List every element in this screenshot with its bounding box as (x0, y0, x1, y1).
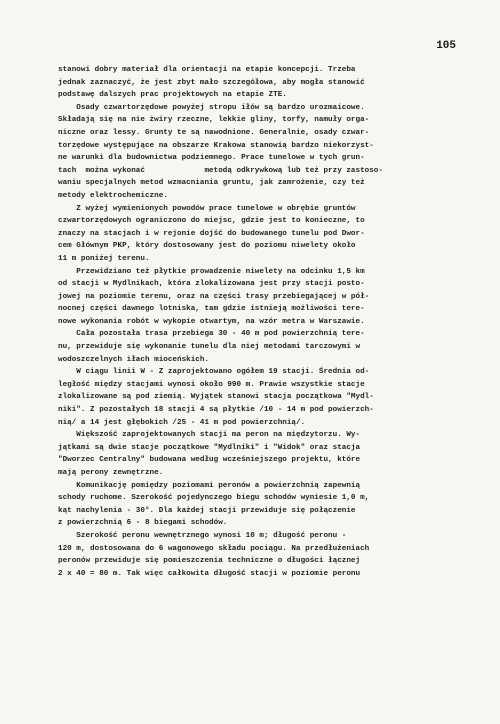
body-text: stanowi dobry materiał dla orientacji na etapie koncepcji. Trzeba jednak zaznaczyć, że jest zbyt mało szczegółowa, aby mogła stanowić podstawę dalszych prac projektowych na etapie ZTE. Osady czwartorzędowe powyżej stropu iłów są bardzo urozmaicowe. Składają się na nie żwiry rzeczne, lekkie gliny, torfy, namuły orga- niczne oraz lessy. Grunty te są nawodnione. Generalnie, osady czwar- torzędowe występujące na obszarze Krakowa stanowią bardzo niekorzyst- ne warunki dla budownictwa podziemnego. Prace tunelowe w tych grun- tach można wykonać metodą odkrywkową lub też przy zastoso- waniu specjalnych metod wzmacniania gruntu, jak zamrożenie, czy też metody elektrochemiczne. Z wyżej wymienionych powodów prace tunelowe w obrębie gruntów czwartorzędowych ograniczono do miejsc, gdzie jest to konieczne, to znaczy na stacjach i w rejonie dojść do budowanego tunelu pod Dwor- cem Głównym PKP, który dostosowany jest do poziomu niwelety około 11 m poniżej terenu. Przewidziano też płytkie prowadzenie niwelety na odcinku 1,5 km od stacji w Mydlnikach, która zlokalizowana jest przy stacji posto- jowej na poziomie terenu, oraz na części trasy przebiegającej w pół- nocnej części dawnego lotniska, tam gdzie istnieją możliwości tere- nowe wykonania robót w wykopie otwartym, na wzór metra w Warszawie. Cała pozostała trasa przebiega 30 - 40 m pod powierzchnią tere- nu, przewiduje się wykonanie tunelu dla niej metodami tarczowymi w wodoszczelnych iłach mioceńskich. W ciągu linii W - Z zaprojektowano ogółem 19 stacji. Średnia od- ległość między stacjami wynosi około 990 m. Prawie wszystkie stacje zlokalizowane są pod ziemią. Wyjątek stanowi stacja początkowa "Mydl- niki". Z pozostałych 18 stacji 4 są płytkie /10 - 14 m pod powierzch- nią/ a 14 jest głębokich /25 - 41 m pod powierzchnią/. Większość zaprojektowanych stacji ma peron na międzytorzu. Wy- jątkami są dwie stacje początkowe "Mydlniki" i "Widok" oraz stacja "Dworzec Centralny" budowana według wcześniejszego projektu, które mają perony zewnętrzne. Komunikację pomiędzy poziomami peronów a powierzchnią zapewnią schody ruchome. Szerokość pojedynczego biegu schodów wyniesie 1,0 m, kąt nachylenia - 30°. Dla każdej stacji przewiduje się połączenie z powierzchnią 6 - 8 biegami schodów. Szerokość peronu wewnętrznego wynosi 10 m; długość peronu - 120 m, dostosowana do 6 wagonowego składu pociągu. Na przedłużeniach peronów przewiduje się pomieszczenia techniczne o długości łącznej 2 x 40 = 80 m. Tak więc całkowita długość stacji w poziomie peronu (58, 66, 383, 578)
page-number: 105 (436, 40, 456, 52)
